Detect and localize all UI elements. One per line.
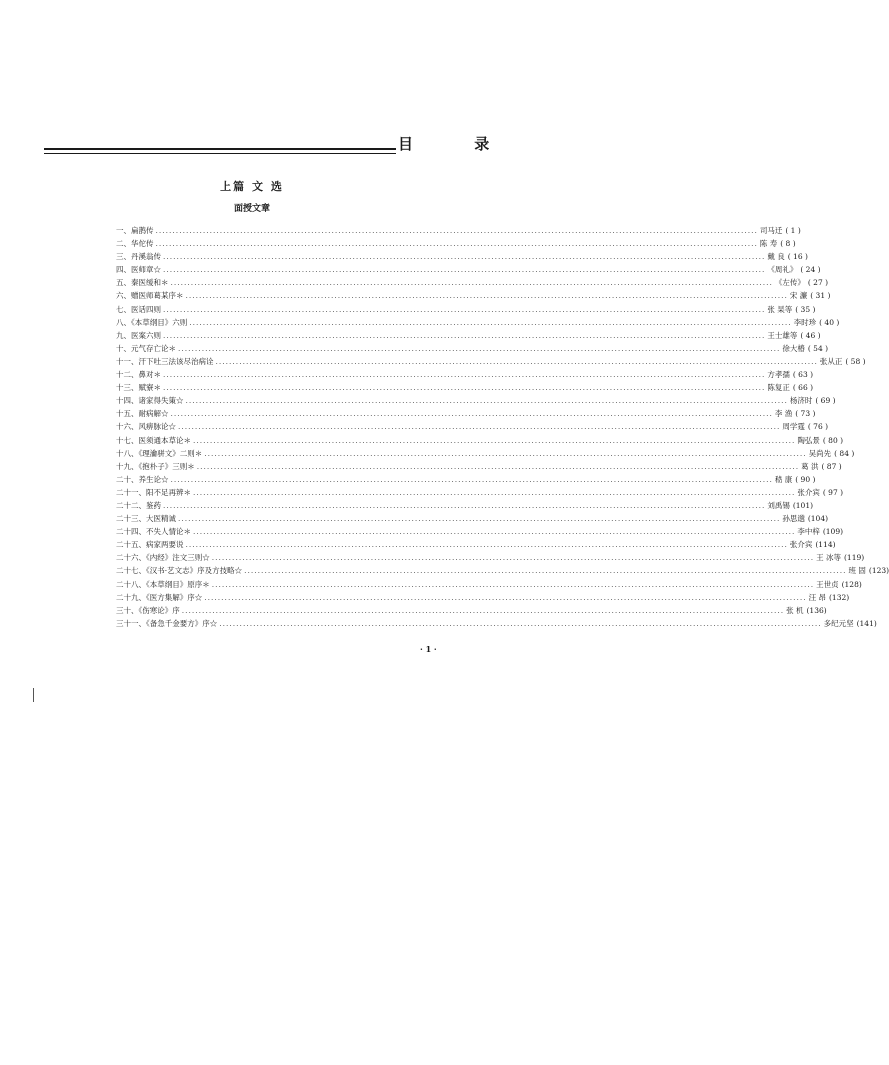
toc-leader-dots <box>193 525 795 538</box>
toc-entry-title: 二十一、阳不足再辨＊ <box>116 487 191 497</box>
toc-entry-page: ( 8 ) <box>780 239 796 249</box>
toc-entry-author: 班 固 <box>848 566 866 576</box>
toc-leader-dots <box>163 381 765 394</box>
toc-leader-dots <box>163 329 765 342</box>
toc-entry-title: 三十、《伤寒论》序 <box>116 605 180 615</box>
toc-leader-dots <box>204 447 806 460</box>
toc-leader-dots <box>171 407 773 420</box>
toc-entry-title: 八、《本草纲目》六则 <box>116 317 188 327</box>
section-title: 面授文章 <box>233 204 270 214</box>
toc-entry[interactable] <box>116 276 829 289</box>
toc-entry-author: 陈 寿 <box>759 239 778 249</box>
toc-entry[interactable] <box>116 407 816 420</box>
toc-leader-dots <box>163 368 765 381</box>
toc-entry[interactable] <box>116 420 829 433</box>
toc-entry-title: 二十六、《内经》注文三则☆ <box>116 553 210 563</box>
toc-entry-title: 十四、诸家得失策☆ <box>116 396 184 406</box>
toc-entry-author: 司马迁 <box>759 226 783 235</box>
toc-entry-page: ( 46 ) <box>800 330 821 340</box>
toc-entry-title: 三、丹溪翁传 <box>116 252 161 262</box>
toc-entry-page: ( 63 ) <box>792 370 814 380</box>
toc-entry-title: 五、秦医缓和＊ <box>116 278 169 288</box>
toc-entry-title: 十六、风痹脉论☆ <box>116 422 176 432</box>
toc-entry-title: 九、医案六则 <box>116 330 161 340</box>
toc-entry-author: 《周礼》 <box>767 265 798 275</box>
toc-leader-dots <box>193 486 795 499</box>
toc-entry-author: 方孝孺 <box>767 370 790 380</box>
toc-entry-page: ( 90 ) <box>795 474 816 484</box>
toc-entry-author: 孙思邈 <box>782 514 805 524</box>
toc-leader-dots <box>212 551 814 564</box>
toc-leader-dots <box>193 434 795 447</box>
toc-entry-title: 二十四、不失人情论＊ <box>116 527 191 537</box>
toc-entry-title: 十三、赋寮＊ <box>116 383 161 393</box>
toc-entry[interactable] <box>116 355 866 368</box>
toc-entry[interactable] <box>116 303 816 316</box>
toc-entry[interactable] <box>116 486 844 499</box>
toc-entry-author: 陈复正 <box>767 383 790 393</box>
toc-entry-title: 二十七、《汉书·艺文志》序及方技略☆ <box>116 566 243 576</box>
toc-entry-author: 周学霆 <box>782 422 805 432</box>
toc-entry-author: 汪 昂 <box>808 592 826 602</box>
toc-entry-title: 二十二、鉴药 <box>116 500 161 510</box>
toc-entry-title: 十八、《理瀹骈文》二则＊ <box>116 448 203 458</box>
toc-leader-dots <box>219 617 821 630</box>
toc-entry[interactable] <box>116 525 844 538</box>
toc-entry-page: ( 31 ) <box>810 291 831 301</box>
toc-entry-author: 张介宾 <box>797 487 820 497</box>
toc-leader-dots <box>197 460 799 473</box>
toc-leader-dots <box>156 237 758 250</box>
toc-entry[interactable] <box>116 447 855 460</box>
toc-entry-page: (109) <box>822 527 844 537</box>
toc-entry-page: (141) <box>856 618 877 628</box>
toc-entry-page: (101) <box>792 500 814 510</box>
toc-entry[interactable] <box>116 342 829 355</box>
toc-entry[interactable] <box>116 617 877 630</box>
toc-entry-title: 四、医师章☆ <box>116 265 161 275</box>
toc-entry-author: 王世贞 <box>816 579 839 589</box>
toc-leader-dots <box>244 564 846 577</box>
toc-entry-author: 张 机 <box>786 605 804 615</box>
toc-leader-dots <box>178 420 780 433</box>
toc-entry[interactable] <box>116 394 836 407</box>
toc-entry-page: (132) <box>829 592 850 602</box>
toc-entry-title: 十一、汗下吐三法该尽治病诠 <box>116 356 214 366</box>
toc-entry[interactable] <box>116 499 814 512</box>
toc-entry-page: ( 76 ) <box>807 422 829 432</box>
toc-entry[interactable] <box>116 263 821 276</box>
margin-mark <box>33 688 34 702</box>
toc-entry-title: 二十八、《本草纲目》原序＊ <box>116 579 210 589</box>
toc-leader-dots <box>178 512 780 525</box>
toc-entry-page: ( 1 ) <box>785 226 801 235</box>
toc-entry[interactable] <box>116 316 840 329</box>
table-of-contents <box>116 224 889 630</box>
toc-entry-title: 十、元气存亡论＊ <box>116 343 176 353</box>
toc-entry-title: 二、华佗传 <box>116 239 154 249</box>
toc-entry-title: 二十九、《医方集解》序☆ <box>116 592 203 602</box>
toc-entry-title: 六、赠医师葛某序＊ <box>116 291 184 301</box>
toc-entry[interactable] <box>116 460 842 473</box>
toc-entry[interactable] <box>116 381 814 394</box>
toc-entry-page: (123) <box>868 566 889 576</box>
toc-entry-page: ( 87 ) <box>821 461 842 471</box>
toc-entry-author: 葛 洪 <box>801 461 819 471</box>
toc-entry-title: 十二、鼻对＊ <box>116 370 161 380</box>
toc-entry-author: 徐大椿 <box>782 343 805 353</box>
toc-entry-author: 《左传》 <box>774 278 805 288</box>
toc-entry[interactable] <box>116 329 821 342</box>
toc-leader-dots <box>171 473 773 486</box>
toc-entry-page: ( 40 ) <box>819 317 840 327</box>
toc-entry-author: 张从正 <box>819 356 843 366</box>
toc-leader-dots <box>163 263 765 276</box>
toc-entry[interactable] <box>116 224 801 237</box>
toc-leader-dots <box>189 316 791 329</box>
toc-entry[interactable] <box>116 512 829 525</box>
toc-entry-title: 七、医话四则 <box>116 304 161 314</box>
toc-entry-page: ( 69 ) <box>815 396 836 406</box>
toc-entry-page: (136) <box>806 605 827 615</box>
toc-entry-page: ( 84 ) <box>834 448 855 458</box>
page-number: · 1 · <box>420 644 437 654</box>
toc-entry-title: 一、扁鹊传 <box>116 226 154 235</box>
toc-entry[interactable] <box>116 250 808 263</box>
toc-leader-dots <box>163 499 765 512</box>
toc-entry-page: ( 24 ) <box>800 265 821 275</box>
toc-entry[interactable] <box>116 604 827 617</box>
toc-leader-dots <box>171 276 773 289</box>
toc-entry-page: (104) <box>807 514 829 524</box>
toc-entry-author: 张 杲等 <box>767 304 793 314</box>
toc-entry-page: ( 58 ) <box>845 356 866 366</box>
toc-leader-dots <box>186 289 788 302</box>
toc-entry-author: 刘禹锡 <box>767 500 790 510</box>
toc-entry[interactable] <box>116 434 844 447</box>
toc-entry-page: ( 73 ) <box>795 409 816 419</box>
toc-leader-dots <box>156 224 758 237</box>
toc-leader-dots <box>212 578 814 591</box>
toc-entry-title: 二十三、大医精诚 <box>116 514 176 524</box>
toc-leader-dots <box>163 303 765 316</box>
toc-leader-dots <box>186 538 788 551</box>
toc-entry-author: 戴 良 <box>767 252 785 262</box>
toc-entry[interactable] <box>116 237 796 250</box>
toc-entry-page: ( 35 ) <box>795 304 816 314</box>
toc-entry-page: ( 97 ) <box>822 487 844 497</box>
toc-entry-author: 宋 濂 <box>789 291 808 301</box>
toc-entry[interactable] <box>116 578 862 591</box>
toc-entry-author: 李 渔 <box>774 409 793 419</box>
toc-entry-page: ( 80 ) <box>822 435 844 445</box>
header-rule <box>44 148 396 154</box>
toc-entry-page: (114) <box>815 540 836 550</box>
toc-entry-author: 吴尚先 <box>808 448 832 458</box>
toc-entry-page: ( 16 ) <box>787 252 808 262</box>
toc-leader-dots <box>182 604 784 617</box>
toc-entry-page: (119) <box>844 553 865 563</box>
toc-entry-author: 李中梓 <box>797 527 820 537</box>
toc-entry-author: 杨济时 <box>789 396 813 406</box>
toc-entry-page: ( 66 ) <box>792 383 814 393</box>
toc-leader-dots <box>178 342 780 355</box>
toc-leader-dots <box>163 250 765 263</box>
toc-entry-author: 王 冰等 <box>816 553 841 563</box>
toc-leader-dots <box>186 394 788 407</box>
toc-entry-author: 陶弘景 <box>797 435 820 445</box>
toc-entry-page: ( 54 ) <box>807 343 829 353</box>
toc-entry[interactable] <box>116 564 889 577</box>
toc-entry-title: 二十五、病家两要说 <box>116 540 184 550</box>
toc-leader-dots <box>216 355 818 368</box>
toc-entry[interactable] <box>116 473 816 486</box>
toc-leader-dots <box>204 591 806 604</box>
toc-entry-author: 张介宾 <box>789 540 813 550</box>
toc-entry[interactable] <box>116 289 831 302</box>
toc-entry-author: 嵇 康 <box>774 474 793 484</box>
page-title: 目 录 <box>398 135 518 153</box>
toc-entry[interactable] <box>116 551 865 564</box>
toc-entry[interactable] <box>116 538 836 551</box>
toc-entry-page: (128) <box>841 579 862 589</box>
toc-entry-author: 王士雄等 <box>767 330 798 340</box>
part-title: 上篇 文 选 <box>220 180 284 193</box>
toc-entry-page: ( 27 ) <box>807 278 829 288</box>
toc-entry-author: 多纪元坚 <box>823 618 854 628</box>
toc-entry-title: 十五、耐病解☆ <box>116 409 169 419</box>
toc-entry[interactable] <box>116 368 814 381</box>
toc-entry-title: 二十、养生论☆ <box>116 474 169 484</box>
toc-entry-title: 十七、医须通本草论＊ <box>116 435 191 445</box>
toc-entry-author: 李时珍 <box>793 317 817 327</box>
toc-entry-title: 十九、《抱朴子》三则＊ <box>116 461 195 471</box>
toc-entry-title: 三十一、《备急千金要方》序☆ <box>116 618 218 628</box>
toc-entry[interactable] <box>116 591 850 604</box>
